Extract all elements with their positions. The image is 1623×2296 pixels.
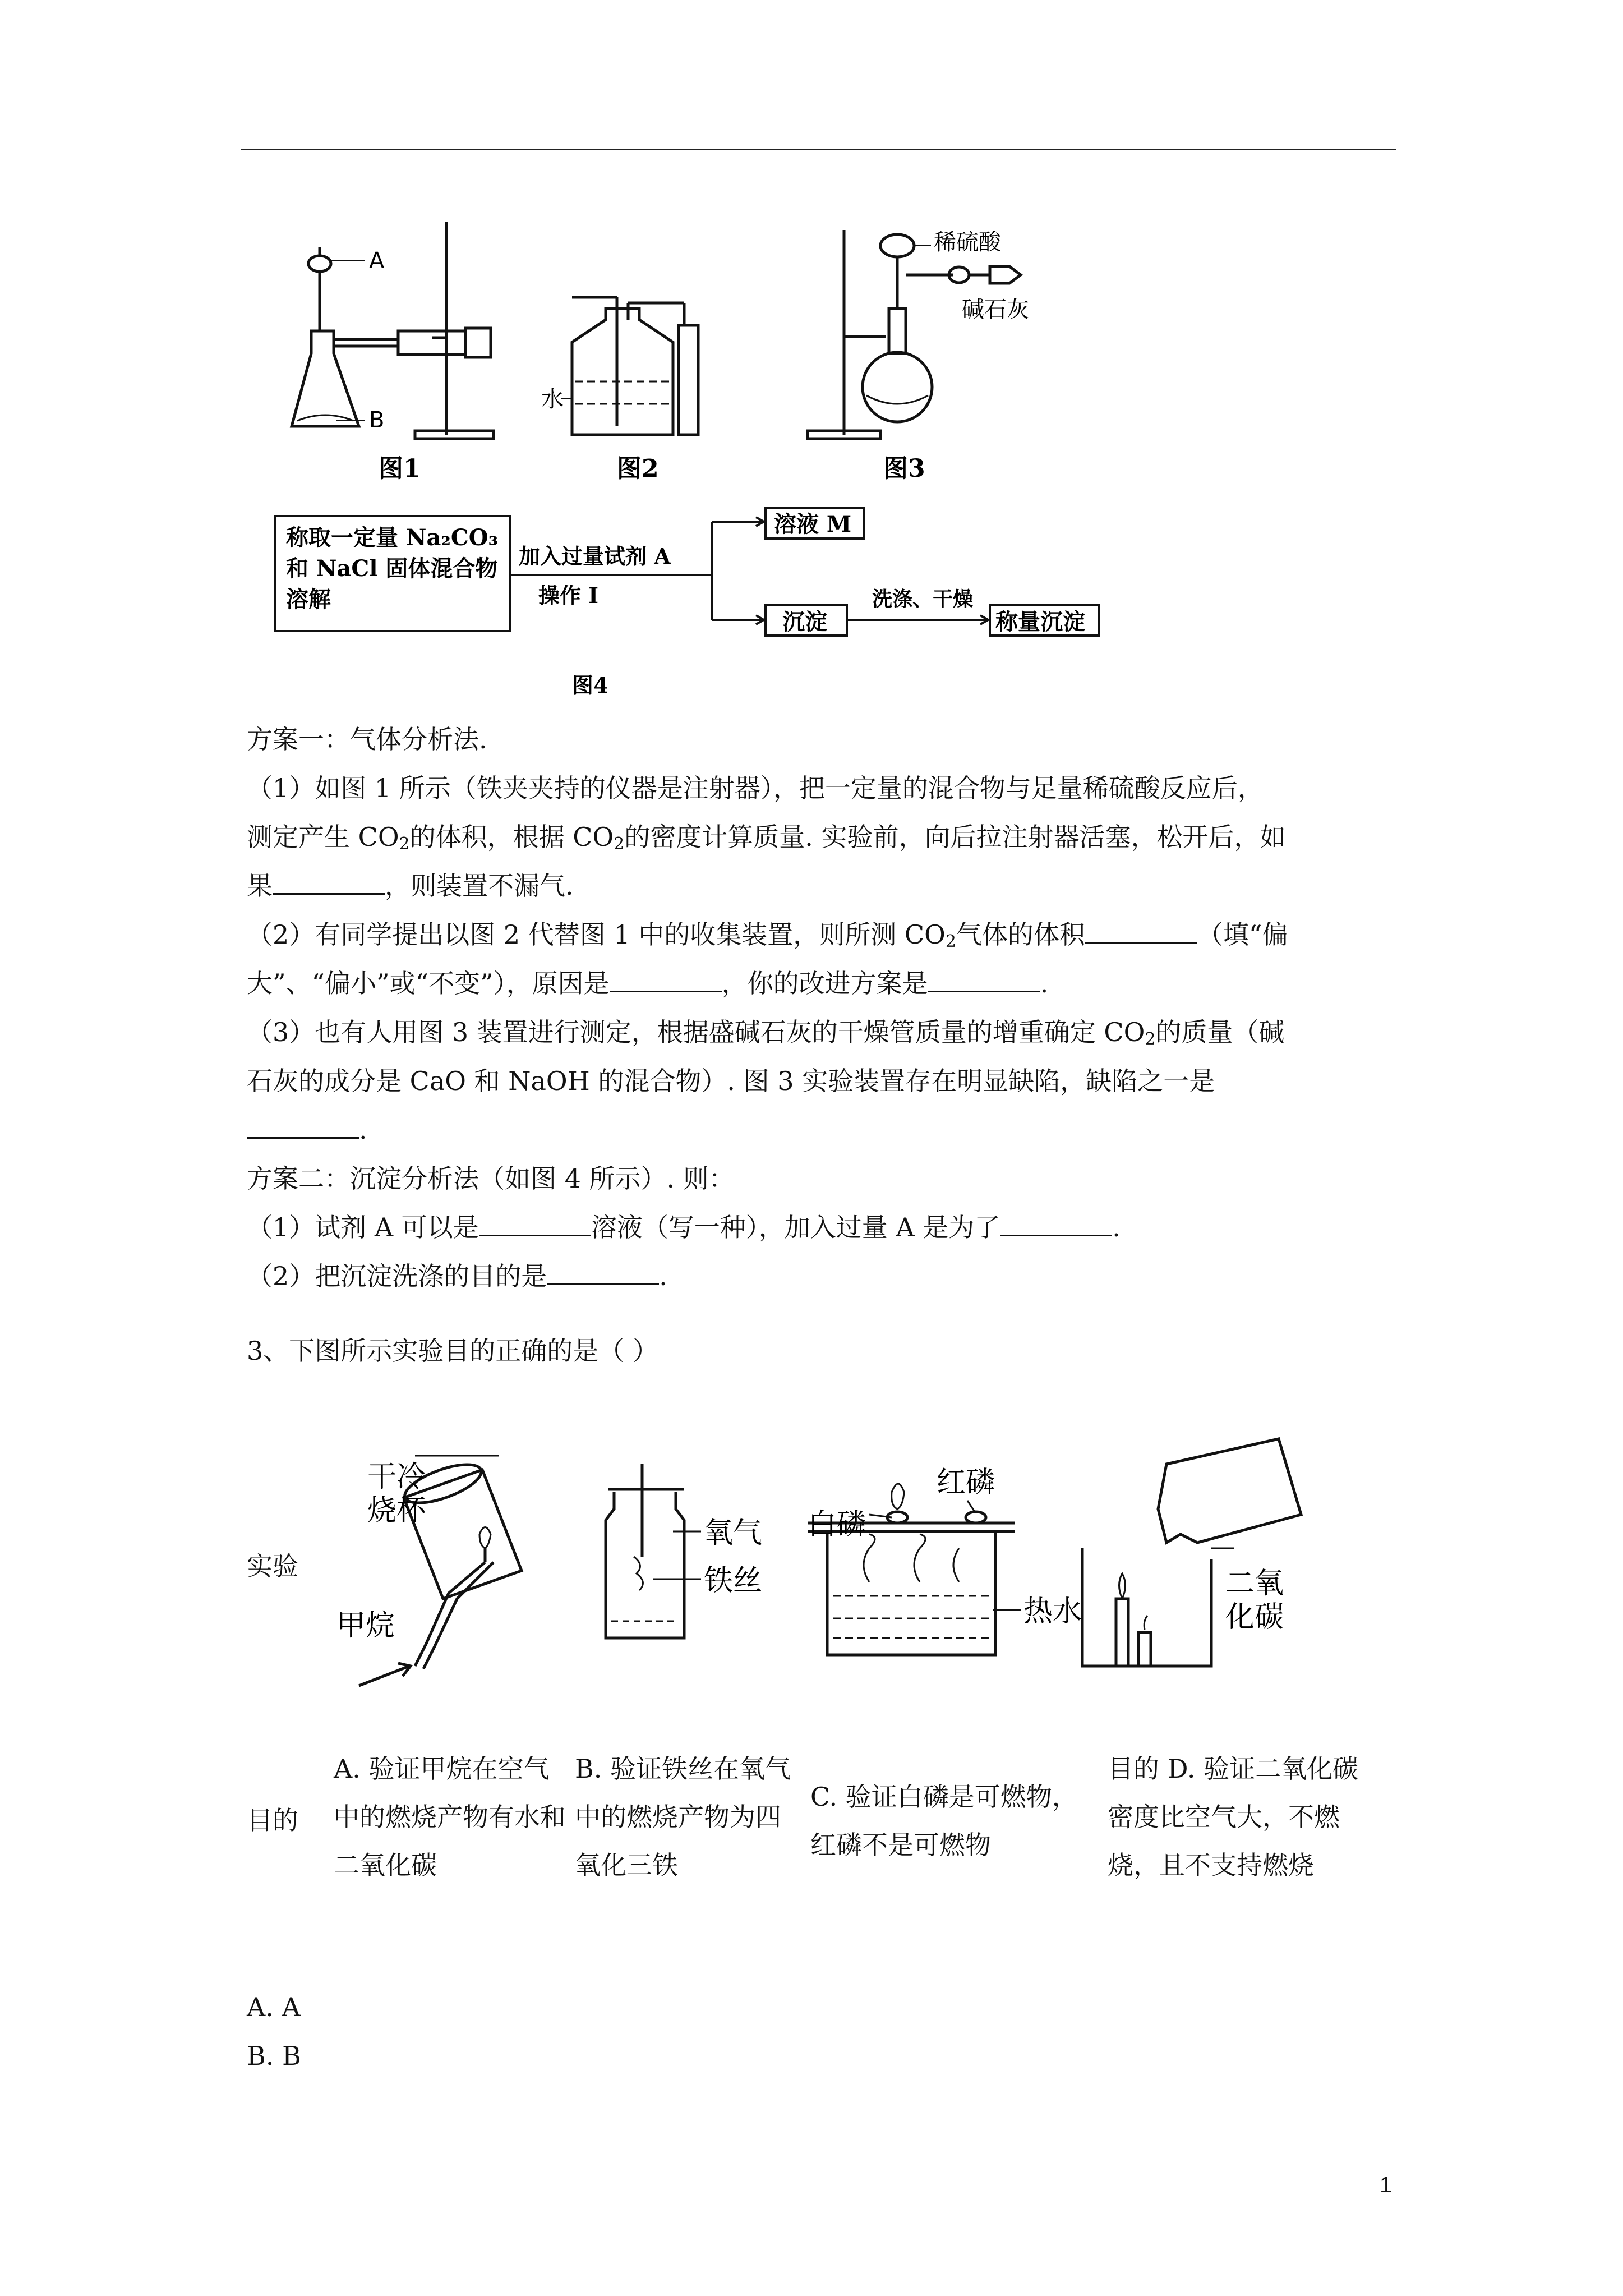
flow-weigh: 称量沉淀: [995, 609, 1085, 635]
exp-d-label-co2-1: 二氧: [1225, 1567, 1284, 1600]
question-3: 3、下图所示实验目的正确的是（ ）: [247, 1336, 658, 1366]
answer-blank[interactable]: [247, 1115, 359, 1139]
answer-blank[interactable]: [547, 1261, 659, 1285]
answer-blank[interactable]: [273, 871, 385, 895]
q2-line-1: （2）有同学提出以图 2 代替图 1 中的收集装置，则所测 $CO_2$气体的体积 （填“偏: [247, 919, 1288, 951]
answer-blank[interactable]: [610, 968, 722, 992]
answer-blank[interactable]: [1085, 919, 1197, 944]
plan-1-title: 方案一：气体分析法.: [247, 724, 487, 754]
exp-b-label-oxygen: 氧气: [704, 1516, 763, 1550]
fig1-label-a: A: [369, 248, 385, 274]
flow-arrow-reagent: 加入过量试剂 A: [519, 544, 671, 569]
header-rule: [241, 149, 1396, 150]
figure-4-caption: 图4: [572, 673, 608, 698]
figure-3-caption: 图3: [883, 454, 925, 483]
exp-a-label-beaker-1: 干冷: [367, 1460, 426, 1494]
figure-1-caption: 图1: [379, 454, 421, 483]
purpose-a: A. 验证甲烷在空气中的燃烧产物有水和二氧化碳: [334, 1754, 566, 1880]
flow-solution-m: 溶液 M: [774, 511, 852, 537]
q3-line-2: 石灰的成分是 CaO 和 NaOH 的混合物）. 图 3 实验装置存在明显缺陷，缺陷之一是: [247, 1066, 1215, 1096]
option-b[interactable]: B. B: [247, 2041, 301, 2071]
q1-line-1: （1）如图 1 所示（铁夹夹持的仪器是注射器），把一定量的混合物与足量稀硫酸反应后，: [247, 773, 1264, 803]
answer-blank[interactable]: [928, 968, 1040, 992]
apparatus-figures-1-3: [280, 213, 1088, 505]
answer-blank[interactable]: [479, 1212, 591, 1236]
fig3-label-lime: 碱石灰: [962, 297, 1029, 323]
purpose-b: B. 验证铁丝在氧气中的燃烧产物为四氧化三铁: [575, 1754, 791, 1880]
experiment-diagrams: [314, 1430, 1396, 1700]
q1-line-3: 果 ，则装置不漏气.: [247, 871, 574, 901]
flow-precipitate: 沉淀: [782, 609, 827, 635]
exp-c-label-white-p: 白磷: [808, 1508, 866, 1542]
figure-1-flask-syringe: [292, 222, 494, 439]
exp-d-label-co2-2: 化碳: [1225, 1600, 1284, 1634]
q2-line-2: 大”、“偏小”或“不变”），原因是 ，你的改进方案是 .: [247, 968, 1049, 999]
plan2-q2: （2）把沉淀洗涤的目的是 .: [247, 1261, 667, 1291]
flow-box1-line3: 溶解: [286, 586, 331, 613]
exp-b-label-iron: 铁丝: [704, 1564, 763, 1598]
purpose-c: C. 验证白磷是可燃物，红磷不是可燃物: [810, 1782, 1078, 1860]
fig3-label-acid: 稀硫酸: [934, 229, 1001, 255]
purpose-d: 目的 D. 验证二氧化碳密度比空气大，不燃烧，且不支持燃烧: [1108, 1754, 1359, 1880]
flow-wash-dry: 洗涤、干燥: [872, 587, 974, 611]
q3-line-1: （3）也有人用图 3 装置进行测定，根据盛碱石灰的干燥管质量的增重确定 $CO_2$的质量（碱: [247, 1017, 1285, 1049]
page-number: 1: [1380, 2173, 1393, 2197]
exp-a-label-methane: 甲烷: [336, 1609, 395, 1642]
exp-c-label-hot-water: 热水: [1023, 1595, 1082, 1628]
option-a[interactable]: A. A: [247, 1992, 301, 2022]
figure-2-caption: 图2: [617, 454, 659, 483]
flow-box1-line1: 称取一定量 Na₂CO₃: [286, 524, 499, 551]
q3-line-3: .: [247, 1113, 367, 1147]
q1-line-2: 测定产生 $CO_2$的体积，根据 $CO_2$的密度计算质量. 实验前，向后拉注射器活塞，松开后，如: [247, 822, 1286, 854]
flow-arrow-operation: 操作 I: [538, 583, 599, 608]
exp-c-label-red-p: 红磷: [937, 1466, 995, 1499]
figure-3-flask-drying-tube: [808, 230, 1021, 439]
exp-b-iron-in-oxygen: [606, 1464, 701, 1638]
fig2-label-water: 水: [541, 386, 564, 412]
answer-blank[interactable]: [1000, 1212, 1112, 1236]
row-label-purpose: 目的: [247, 1805, 298, 1835]
row-label-experiment: 实验: [247, 1551, 298, 1581]
exp-a-label-beaker-2: 烧杯: [367, 1494, 426, 1527]
fig1-label-b: B: [369, 407, 385, 433]
plan2-q1: （1）试剂 A 可以是 溶液（写一种），加入过量 A 是为了 .: [247, 1212, 1121, 1243]
plan-2-title: 方案二：沉淀分析法（如图 4 所示）. 则：: [247, 1163, 735, 1194]
figure-4-flowchart: [269, 505, 1166, 707]
flow-box1-line2: 和 NaCl 固体混合物: [286, 555, 498, 582]
figure-2-water-bottle: [561, 297, 698, 435]
